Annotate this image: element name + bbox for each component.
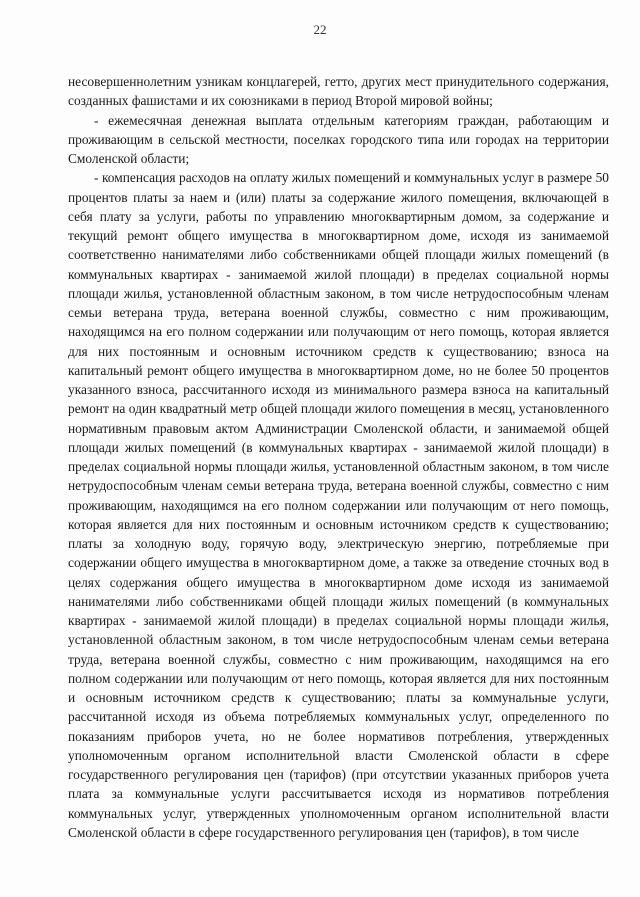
paragraph-monthly-payment: - ежемесячная денежная выплата отдельным категориям граждан, работающим и проживающим в сельской местности, поселках городского типа или городах на территории Смоленской области; (68, 112, 609, 166)
paragraph-continuation: несовершеннолетним узникам концлагерей, гетто, других мест принудительного содержания, созданных фашистами и их союзниками в период Второй мировой войны; (68, 74, 609, 109)
paragraph-housing-compensation: - компенсация расходов на оплату жилых помещений и коммунальных услуг в размере 50 процентов платы за наем и (или) платы за содержание жилого помещения, включающей в себя плату за услуги, работы по управлению многоквартирным домом, за содержание и текущий ремонт общего имущества в многоквартирном доме, исходя из занимаемой соответственно нанимателями либо собственниками общей площади жилых помещений (в коммунальных квартирах - занимаемой жилой площади) в пределах социальной нормы площади жилья, установленной областным законом, в том числе нетрудоспособным членам семьи ветерана труда, ветерана военной службы, совместно с ним проживающим, находящимся на его полном содержании или получающим от него помощь, которая является для них постоянным и основным источником средств к существованию; взноса на капитальный ремонт общего имущества в многоквартирном доме, но не более 50 процентов указанного взноса, рассчитанного исходя из минимального размера взноса на капитальный ремонт на один квадратный метр общей площади жилого помещения в месяц, установленного нормативным правовым актом Администрации Смоленской области, и занимаемой общей площади жилых помещений (в коммунальных квартирах - занимаемой жилой площади) в пределах социальной нормы площади жилья, установленной областным законом, в том числе нетрудоспособным членам семьи ветерана труда, ветерана военной службы, совместно с ним проживающим, находящимся на его полном содержании или получающим от него помощь, которая является для них постоянным и основным источником средств к существованию; платы за холодную воду, горячую воду, электрическую энергию, потребляемые при содержании общего имущества в многоквартирном доме, а также за отведение сточных вод в целях содержания общего имущества в многоквартирном доме исходя из занимаемой нанимателями либо собственниками общей площади жилых помещений (в коммунальных квартирах - занимаемой жилой площади) в пределах социальной нормы площади жилья, установленной областным законом, в том числе нетрудоспособным членам семьи ветерана труда, ветерана военной службы, совместно с ним проживающим, находящимся на его полном содержании или получающим от него помощь, которая является для них постоянным и основным источником средств к существованию; платы за коммунальные услуги, рассчитанной исходя из объема потребляемых коммунальных услуг, определенного по показаниям приборов учета, но не более нормативов потребления, утвержденных уполномоченным органом исполнительной власти Смоленской области в сфере государственного регулирования цен (тарифов) (при отсутствии указанных приборов учета плата за коммунальные услуги рассчитывается исходя из нормативов потребления коммунальных услуг, утвержденных уполномоченным органом исполнительной власти Смоленской области в сфере государственного регулирования цен (тарифов), в том числе (68, 170, 609, 840)
page-number: 22 (313, 22, 327, 37)
document-body (68, 72, 609, 842)
